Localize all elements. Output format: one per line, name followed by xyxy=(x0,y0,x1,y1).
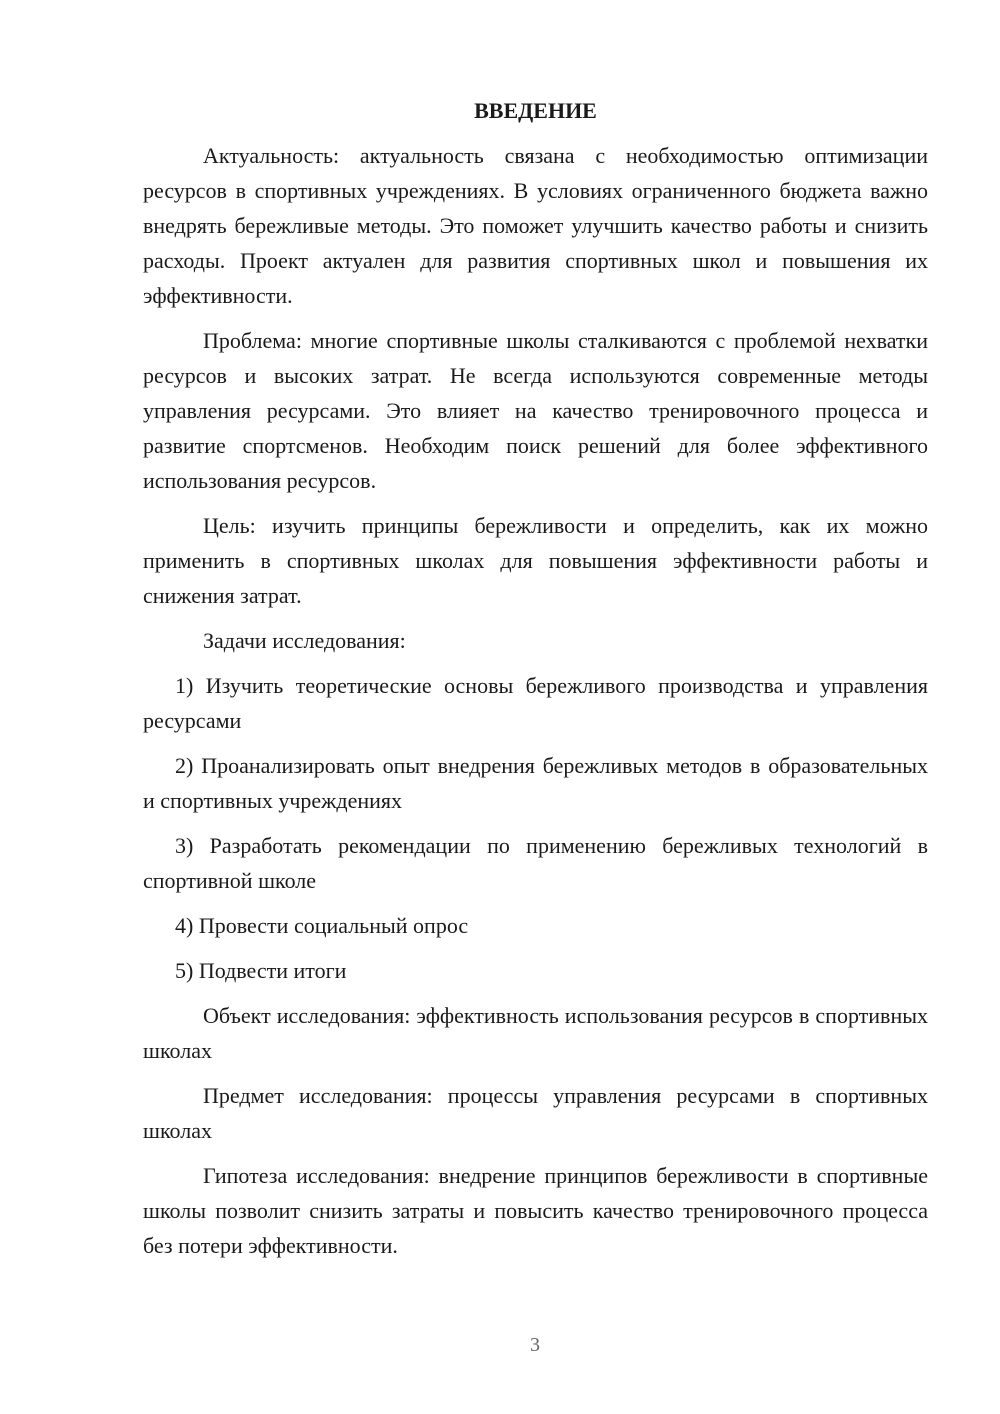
subject-paragraph: Предмет исследования: процессы управления ресурсами в спортивных школах xyxy=(143,1083,928,1143)
section-title: ВВЕДЕНИЕ xyxy=(474,98,597,123)
object-paragraph: Объект исследования: эффективность использования ресурсов в спортивных школах xyxy=(143,1003,928,1063)
problem-paragraph: Проблема: многие спортивные школы сталкиваются с проблемой нехватки ресурсов и высоких затрат. Не всегда используются современные методы управления ресурсами. Это влияет на качество тренировочного процесса и развитие спортсменов. Необходим поиск решений для более эффективного использования ресурсов. xyxy=(143,328,928,493)
tasks-heading: Задачи исследования: xyxy=(203,628,406,653)
task-item-5: 5) Подвести итоги xyxy=(175,958,347,983)
document-body xyxy=(143,93,928,1273)
page-number: 3 xyxy=(530,1334,540,1356)
hypothesis-paragraph: Гипотеза исследования: внедрение принципов бережливости в спортивные школы позволит снизить затраты и повысить качество тренировочного процесса без потери эффективности. xyxy=(143,1163,928,1258)
task-item-1: 1) Изучить теоретические основы бережливого производства и управления ресурсами xyxy=(143,673,928,733)
task-item-2: 2) Проанализировать опыт внедрения бережливых методов в образовательных и спортивных учреждениях xyxy=(143,753,928,813)
goal-paragraph: Цель: изучить принципы бережливости и определить, как их можно применить в спортивных школах для повышения эффективности работы и снижения затрат. xyxy=(143,513,928,608)
relevance-paragraph: Актуальность: актуальность связана с необходимостью оптимизации ресурсов в спортивных учреждениях. В условиях ограниченного бюджета важно внедрять бережливые методы. Это поможет улучшить качество работы и снизить расходы. Проект актуален для развития спортивных школ и повышения их эффективности. xyxy=(143,143,928,308)
task-item-3: 3) Разработать рекомендации по применению бережливых технологий в спортивной школе xyxy=(143,833,928,893)
task-item-4: 4) Провести социальный опрос xyxy=(175,913,469,938)
